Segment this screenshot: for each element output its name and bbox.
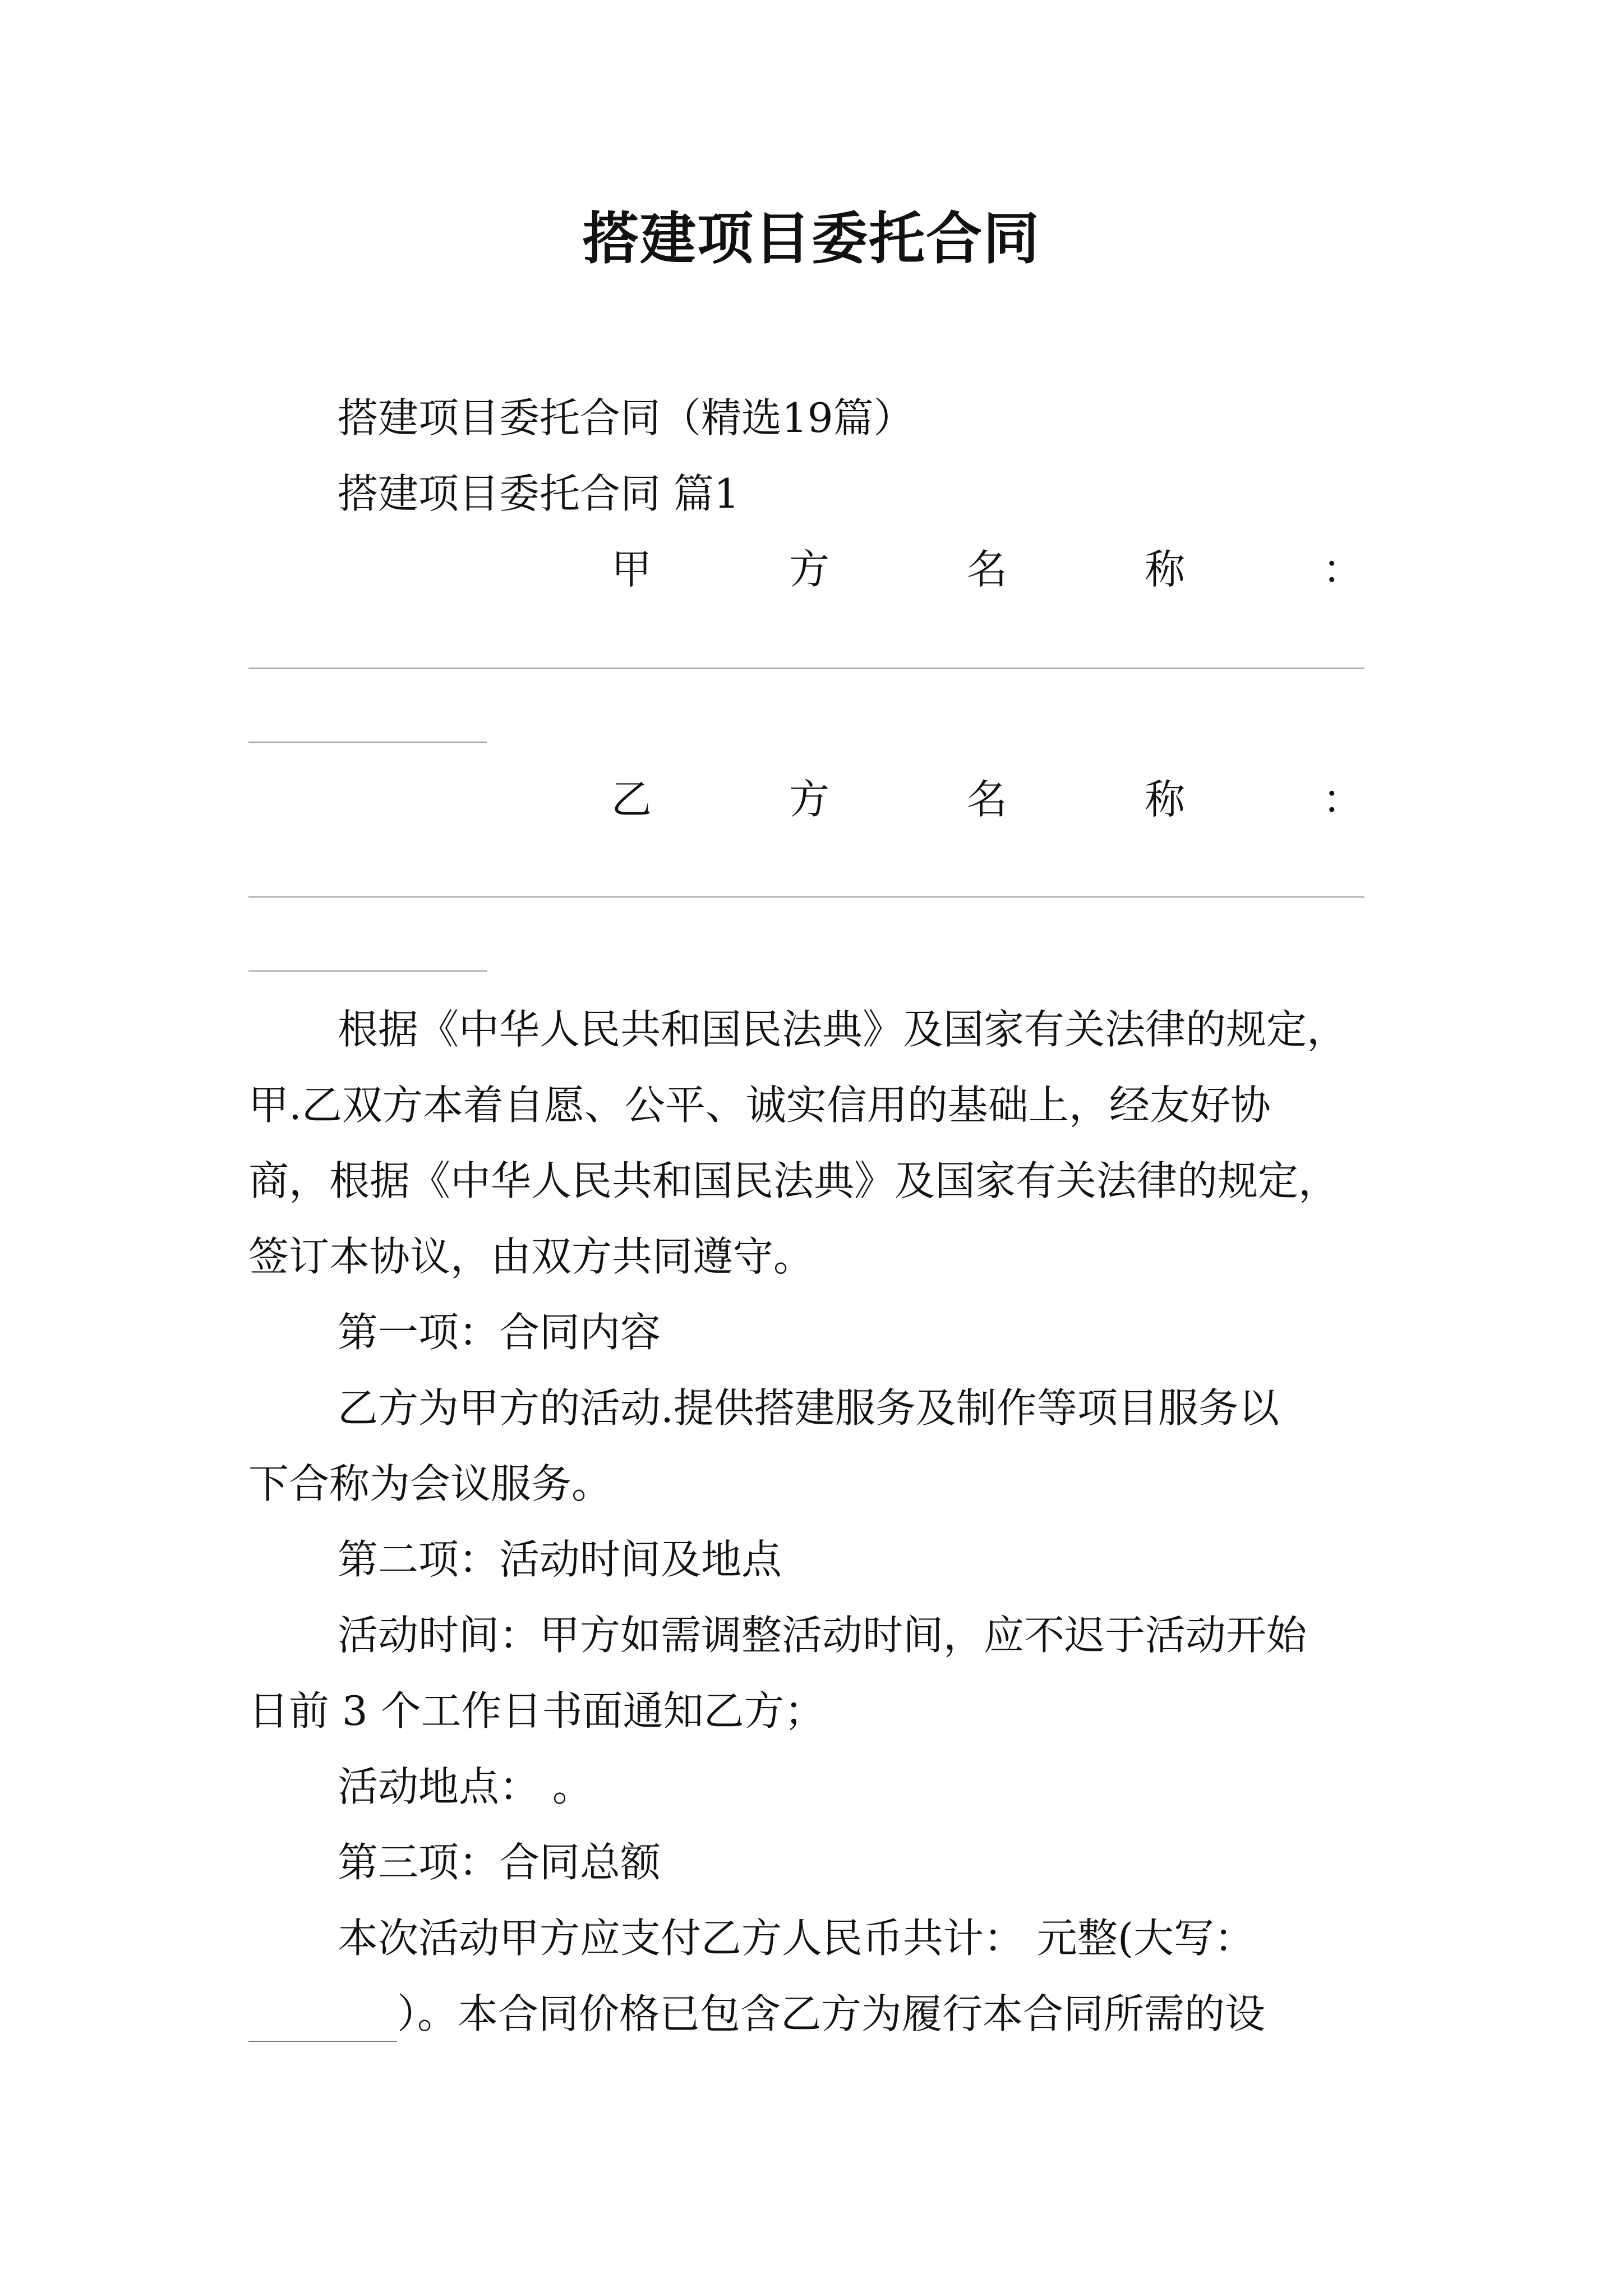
party-b-char: 名: [966, 776, 1007, 823]
party-a-char: ：: [1322, 546, 1363, 593]
party-a-blank-line-end: [248, 742, 487, 743]
item3-text-continuation: ）。本合同价格已包含乙方为履行本合同所需的设: [397, 1990, 1266, 2037]
document-subtitle: 搭建项目委托合同（精选19篇）: [338, 394, 914, 441]
party-a-label: [611, 541, 1363, 597]
item1-text-line: 下合称为会议服务。: [248, 1460, 612, 1507]
item1-heading: 第一项：合同内容: [338, 1309, 661, 1356]
item2-time-line: 活动时间：甲方如需调整活动时间，应不迟于活动开始: [338, 1612, 1307, 1659]
basis-paragraph-line: 签订本协议，由双方共同遵守。: [248, 1233, 814, 1280]
party-a-blank-line: [248, 668, 1364, 669]
amount-uppercase-blank: [248, 1999, 397, 2042]
party-b-blank-line: [248, 896, 1364, 898]
party-b-char: 称: [1144, 776, 1185, 823]
item2-heading: 第二项：活动时间及地点: [338, 1536, 782, 1583]
basis-paragraph-line: 根据《中华人民共和国民法典》及国家有关法律的规定，: [338, 1006, 1348, 1053]
party-b-blank-line-end: [248, 970, 487, 972]
section-heading: 搭建项目委托合同 篇1: [338, 470, 740, 517]
item3-text-line: 本次活动甲方应支付乙方人民币共计： 元整(大写：: [338, 1915, 1255, 1962]
party-b-char: ：: [1322, 776, 1363, 823]
party-a-char: 名: [966, 546, 1007, 593]
document-title: 搭建项目委托合同: [583, 205, 1040, 272]
party-a-char: 方: [789, 546, 829, 593]
item2-place: 活动地点： 。: [338, 1763, 593, 1810]
item3-text-line-2: [248, 1986, 1265, 2042]
party-b-label: [611, 771, 1363, 827]
item1-text-line: 乙方为甲方的活动.提供搭建服务及制作等项目服务以: [338, 1384, 1279, 1432]
basis-paragraph-line: 商，根据《中华人民共和国民法典》及国家有关法律的规定，: [248, 1157, 1339, 1204]
party-b-char: 方: [789, 776, 829, 823]
party-a-char: 称: [1144, 546, 1185, 593]
basis-paragraph-line: 甲.乙双方本着自愿、公平、诚实信用的基础上，经友好协: [248, 1082, 1271, 1129]
item3-heading: 第三项：合同总额: [338, 1839, 661, 1886]
item2-time-line: 日前 3 个工作日书面通知乙方；: [248, 1687, 825, 1734]
party-a-char: 甲: [611, 546, 652, 593]
party-b-char: 乙: [611, 776, 652, 823]
